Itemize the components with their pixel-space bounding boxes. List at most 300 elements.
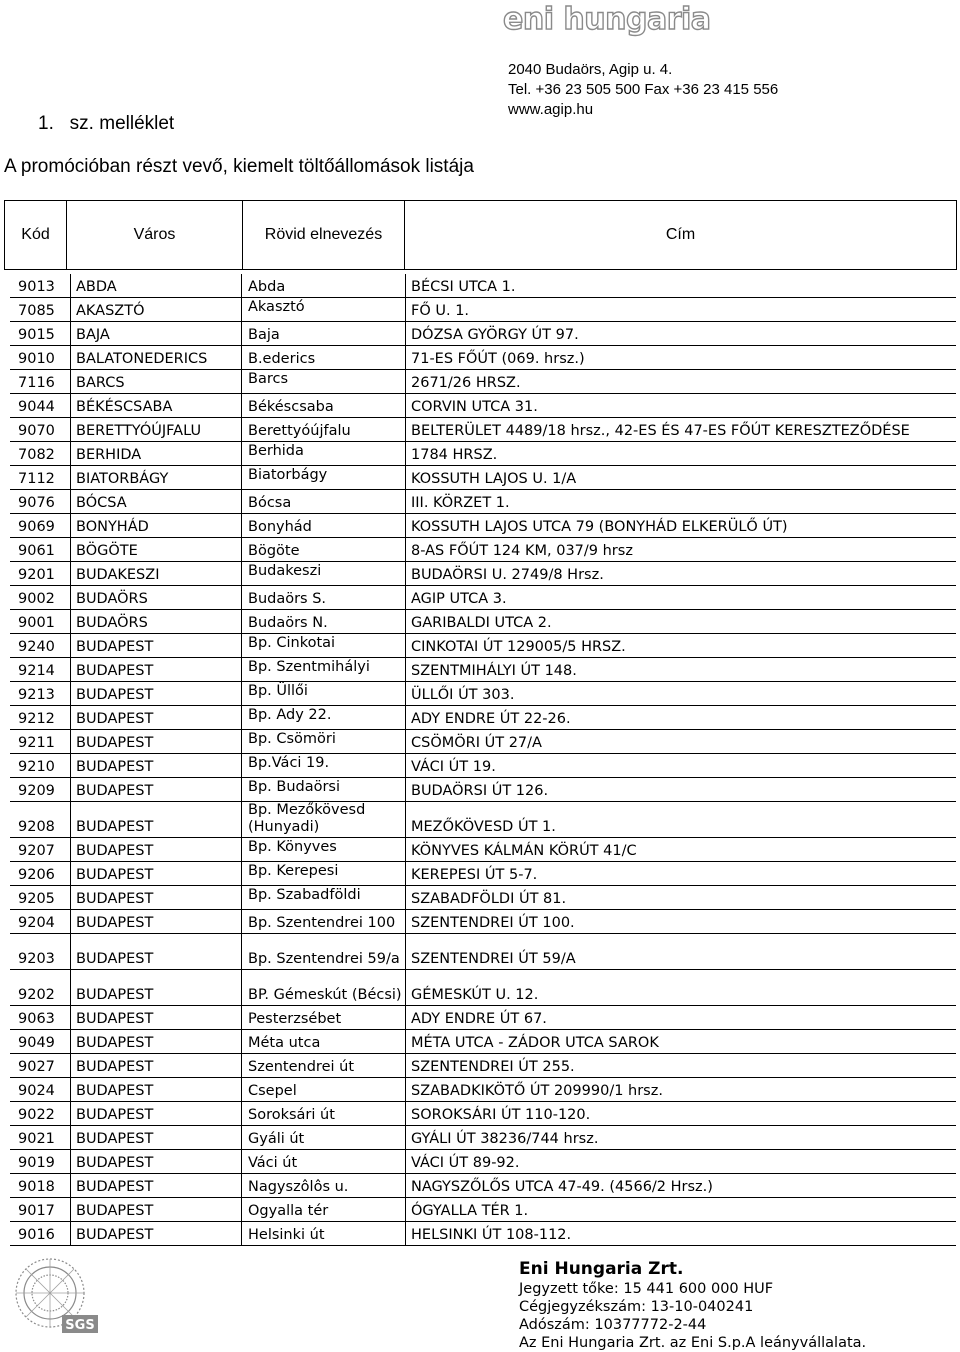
column-divider	[241, 970, 242, 1006]
website-link[interactable]: www.agip.hu	[508, 101, 594, 118]
column-divider	[241, 1126, 242, 1150]
column-divider	[70, 370, 71, 394]
column-divider	[70, 610, 71, 634]
cell-code: 9069	[18, 519, 55, 535]
table-row	[0, 322, 960, 346]
column-divider	[241, 466, 242, 490]
column-divider	[405, 682, 406, 706]
column-divider	[70, 1126, 71, 1150]
company-subsidiary-note: Az Eni Hungaria Zrt. az Eni S.p.A leányvállalata.	[519, 1335, 867, 1351]
table-row	[0, 682, 960, 706]
table-row	[0, 418, 960, 442]
column-divider	[241, 370, 242, 394]
column-divider	[405, 910, 406, 934]
column-divider	[241, 322, 242, 346]
column-divider	[405, 322, 406, 346]
cell-address: III. KÖRZET 1.	[411, 495, 510, 511]
cell-address: KOSSUTH LAJOS UTCA 79 (BONYHÁD ELKERÜLŐ ÚT)	[411, 519, 788, 535]
column-divider	[405, 1222, 406, 1246]
header-code: Kód	[5, 201, 67, 269]
cell-short-name: Barcs	[248, 371, 289, 387]
company-registry: Cégjegyzékszám: 13-10-040241	[519, 1299, 754, 1315]
cell-code: 9212	[18, 711, 55, 727]
column-divider	[70, 1078, 71, 1102]
cell-address: 71-ES FŐÚT (069. hrsz.)	[411, 351, 585, 367]
table-row	[0, 466, 960, 490]
cell-address: AGIP UTCA 3.	[411, 591, 507, 607]
column-divider	[405, 706, 406, 730]
cell-city: BUDAPEST	[76, 783, 154, 799]
cell-short-name: Helsinki út	[248, 1227, 325, 1243]
cell-address: DÓZSA GYÖRGY ÚT 97.	[411, 327, 579, 343]
cell-address: SZENTENDREI ÚT 255.	[411, 1059, 575, 1075]
table-row	[0, 658, 960, 682]
phone-fax-line: Tel. +36 23 505 500 Fax +36 23 415 556	[508, 81, 779, 98]
cell-short-name: Berettyóújfalu	[248, 423, 351, 439]
cell-address: GYÁLI ÚT 38236/744 hrsz.	[411, 1131, 599, 1147]
column-divider	[70, 658, 71, 682]
cell-short-name: Bp. Szentendrei 59/a	[248, 951, 400, 967]
column-divider	[241, 1222, 242, 1246]
cell-city: BUDAPEST	[76, 1179, 154, 1195]
cell-address: SZABADFÖLDI ÚT 81.	[411, 891, 567, 907]
column-divider	[70, 1198, 71, 1222]
table-row	[0, 1198, 960, 1222]
cell-city: BUDAPEST	[76, 1059, 154, 1075]
cell-address: GARIBALDI UTCA 2.	[411, 615, 552, 631]
cell-short-name: Baja	[248, 327, 280, 343]
column-divider	[405, 754, 406, 778]
cell-short-name: Budaörs S.	[248, 591, 327, 607]
cell-city: BUDAPEST	[76, 891, 154, 907]
column-divider	[70, 706, 71, 730]
cell-address: SOROKSÁRI ÚT 110-120.	[411, 1107, 591, 1123]
column-divider	[405, 1198, 406, 1222]
company-tax-number: Adószám: 10377772-2-44	[519, 1317, 707, 1333]
cell-code: 9016	[18, 1227, 55, 1243]
cell-code: 9209	[18, 783, 55, 799]
column-divider	[241, 394, 242, 418]
column-divider	[405, 778, 406, 802]
column-divider	[405, 634, 406, 658]
cell-city: BIATORBÁGY	[76, 471, 169, 487]
header-city: Város	[67, 201, 243, 269]
column-divider	[405, 862, 406, 886]
cell-city: BUDAPEST	[76, 1131, 154, 1147]
cell-short-name: Bp. Kerepesi	[248, 863, 339, 879]
cell-short-name: Bócsa	[248, 495, 292, 511]
cell-city: BUDAPEST	[76, 663, 154, 679]
column-divider	[70, 730, 71, 754]
column-divider	[405, 1150, 406, 1174]
cell-city: BUDAPEST	[76, 1227, 154, 1243]
column-divider	[405, 658, 406, 682]
column-divider	[241, 838, 242, 862]
column-divider	[241, 610, 242, 634]
cell-code: 9044	[18, 399, 55, 415]
table-row	[0, 1078, 960, 1102]
cell-address: SZABADKIKÖTŐ ÚT 209990/1 hrsz.	[411, 1083, 663, 1099]
company-address	[508, 60, 778, 120]
cell-address: BUDAÖRSI U. 2749/8 Hrsz.	[411, 567, 604, 583]
column-divider	[405, 466, 406, 490]
column-divider	[405, 1006, 406, 1030]
cell-short-name: Budaörs N.	[248, 615, 328, 631]
column-divider	[70, 418, 71, 442]
cell-short-name: Bp. Budaörsi	[248, 779, 341, 795]
cell-short-name: Bp. Csömöri	[248, 731, 336, 747]
cell-code: 9024	[18, 1083, 55, 1099]
cell-short-name: Abda	[248, 279, 286, 295]
cell-code: 9201	[18, 567, 55, 583]
cell-short-name: Bp. Mezőkövesd (Hunyadi)	[248, 802, 366, 835]
cell-city: BUDAPEST	[76, 1011, 154, 1027]
cell-address: KEREPESI ÚT 5-7.	[411, 867, 538, 883]
column-divider	[405, 1030, 406, 1054]
column-divider	[70, 298, 71, 322]
table-row	[0, 910, 960, 934]
cell-address: 8-AS FŐÚT 124 KM, 037/9 hrsz	[411, 543, 633, 559]
cell-code: 9010	[18, 351, 55, 367]
table-header	[4, 200, 957, 270]
cell-code: 9061	[18, 543, 55, 559]
cell-address: GÉMESKÚT U. 12.	[411, 987, 539, 1003]
column-divider	[405, 1126, 406, 1150]
cell-short-name: Akasztó	[248, 299, 305, 315]
table-row	[0, 934, 960, 970]
cell-address: SZENTMIHÁLYI ÚT 148.	[411, 663, 577, 679]
cell-code: 9019	[18, 1155, 55, 1171]
column-divider	[241, 634, 242, 658]
cell-city: BERETTYÓÚJFALU	[76, 423, 202, 439]
table-row	[0, 298, 960, 322]
column-divider	[405, 802, 406, 838]
cell-address: SZENTENDREI ÚT 100.	[411, 915, 575, 931]
cell-address: ÜLLŐI ÚT 303.	[411, 687, 515, 703]
cell-address: CSÖMÖRI ÚT 27/A	[411, 735, 542, 751]
table-row	[0, 778, 960, 802]
column-divider	[405, 562, 406, 586]
column-divider	[241, 934, 242, 970]
column-divider	[70, 322, 71, 346]
column-divider	[70, 862, 71, 886]
cell-code: 9017	[18, 1203, 55, 1219]
table-row	[0, 538, 960, 562]
company-info	[519, 1258, 866, 1352]
cell-address: KOSSUTH LAJOS U. 1/A	[411, 471, 577, 487]
column-divider	[405, 442, 406, 466]
column-divider	[70, 490, 71, 514]
column-divider	[405, 934, 406, 970]
cell-short-name: Bp. Szabadföldi	[248, 887, 361, 903]
column-divider	[405, 838, 406, 862]
column-divider	[405, 298, 406, 322]
company-logo: eni hungaria	[503, 2, 711, 37]
column-divider	[405, 610, 406, 634]
cell-city: BÖGÖTE	[76, 543, 138, 559]
cell-address: MÉTA UTCA - ZÁDOR UTCA SAROK	[411, 1035, 659, 1051]
column-divider	[241, 346, 242, 370]
cell-city: BUDAPEST	[76, 639, 154, 655]
cell-code: 9210	[18, 759, 55, 775]
cell-code: 9205	[18, 891, 55, 907]
cell-city: BUDAPEST	[76, 867, 154, 883]
column-divider	[70, 466, 71, 490]
column-divider	[241, 862, 242, 886]
column-divider	[405, 490, 406, 514]
table-row	[0, 730, 960, 754]
column-divider	[70, 514, 71, 538]
table-row	[0, 1054, 960, 1078]
cell-address: FŐ U. 1.	[411, 303, 470, 319]
column-divider	[70, 346, 71, 370]
column-divider	[241, 490, 242, 514]
table-row	[0, 1102, 960, 1126]
cell-city: BUDAPEST	[76, 759, 154, 775]
column-divider	[241, 658, 242, 682]
cell-short-name: Bp. Ady 22.	[248, 707, 332, 723]
column-divider	[241, 754, 242, 778]
column-divider	[241, 1150, 242, 1174]
column-divider	[70, 886, 71, 910]
column-divider	[70, 1030, 71, 1054]
table-row	[0, 1126, 960, 1150]
column-divider	[405, 538, 406, 562]
cell-code: 9018	[18, 1179, 55, 1195]
column-divider	[241, 706, 242, 730]
cell-short-name: Bonyhád	[248, 519, 312, 535]
table-row	[0, 1030, 960, 1054]
cell-code: 9070	[18, 423, 55, 439]
column-divider	[241, 1174, 242, 1198]
column-divider	[405, 1054, 406, 1078]
cell-short-name: Biatorbágy	[248, 467, 328, 483]
cell-code: 7112	[18, 471, 55, 487]
cell-city: BUDAPEST	[76, 1083, 154, 1099]
cell-address: ÓGYALLA TÉR 1.	[411, 1203, 529, 1219]
cell-city: AKASZTÓ	[76, 303, 145, 319]
cell-city: BUDAPEST	[76, 711, 154, 727]
cell-city: BUDAPEST	[76, 987, 154, 1003]
table-row	[0, 442, 960, 466]
cell-city: ABDA	[76, 279, 117, 295]
column-divider	[405, 1102, 406, 1126]
cell-short-name: Csepel	[248, 1083, 297, 1099]
company-capital: Jegyzett tőke: 15 441 600 000 HUF	[519, 1281, 774, 1297]
column-divider	[241, 586, 242, 610]
column-divider	[405, 514, 406, 538]
column-divider	[241, 730, 242, 754]
cell-short-name: Méta utca	[248, 1035, 321, 1051]
cell-city: BUDAÖRS	[76, 591, 148, 607]
cell-address: ADY ENDRE ÚT 22-26.	[411, 711, 571, 727]
table-row	[0, 586, 960, 610]
document-title: A promócióban részt vevő, kiemelt töltőállomások listája	[4, 156, 474, 177]
table-row	[0, 394, 960, 418]
table-row	[0, 706, 960, 730]
column-divider	[70, 1174, 71, 1198]
cell-city: BALATONEDERICS	[76, 351, 208, 367]
cell-short-name: Soroksári út	[248, 1107, 335, 1123]
column-divider	[405, 970, 406, 1006]
cell-short-name: Bp. Szentmihályi	[248, 659, 370, 675]
column-divider	[70, 274, 71, 298]
cell-address: CORVIN UTCA 31.	[411, 399, 538, 415]
column-divider	[241, 910, 242, 934]
cell-city: BUDAPEST	[76, 1035, 154, 1051]
column-divider	[241, 538, 242, 562]
column-divider	[70, 634, 71, 658]
station-table	[0, 274, 960, 1246]
cell-code: 7116	[18, 375, 55, 391]
cell-city: BÉKÉSCSABA	[76, 399, 173, 415]
column-divider	[241, 1078, 242, 1102]
column-divider	[405, 886, 406, 910]
cell-code: 9002	[18, 591, 55, 607]
cell-short-name: Bp. Könyves	[248, 839, 337, 855]
cell-city: BAJA	[76, 327, 110, 343]
cell-address: ADY ENDRE ÚT 67.	[411, 1011, 547, 1027]
cell-address: BUDAÖRSI ÚT 126.	[411, 783, 549, 799]
cell-short-name: Bp.Váci 19.	[248, 755, 330, 771]
table-row	[0, 754, 960, 778]
cell-address: SZENTENDREI ÚT 59/A	[411, 951, 576, 967]
column-divider	[70, 442, 71, 466]
column-divider	[70, 970, 71, 1006]
column-divider	[70, 1006, 71, 1030]
table-row	[0, 514, 960, 538]
cell-code: 9022	[18, 1107, 55, 1123]
cell-short-name: B.ederics	[248, 351, 316, 367]
cell-code: 9211	[18, 735, 55, 751]
cell-code: 9027	[18, 1059, 55, 1075]
cell-address: KÖNYVES KÁLMÁN KÖRÚT 41/C	[411, 843, 637, 859]
cell-code: 9013	[18, 279, 55, 295]
table-row	[0, 490, 960, 514]
cell-address: MEZŐKÖVESD ÚT 1.	[411, 819, 556, 835]
table-row	[0, 802, 960, 838]
column-divider	[70, 838, 71, 862]
cell-short-name: BP. Gémeskút (Bécsi)	[248, 987, 402, 1003]
cell-address: HELSINKI ÚT 108-112.	[411, 1227, 572, 1243]
cell-city: BUDAKESZI	[76, 567, 160, 583]
cell-short-name: Váci út	[248, 1155, 298, 1171]
table-row	[0, 610, 960, 634]
cell-address: BELTERÜLET 4489/18 hrsz., 42-ES ÉS 47-ES FŐÚT KERESZTEZŐDÉSE	[411, 423, 910, 439]
cell-short-name: Bp. Cinkotai	[248, 635, 336, 651]
cell-address: BÉCSI UTCA 1.	[411, 279, 516, 295]
column-divider	[70, 1150, 71, 1174]
cell-address: NAGYSZŐLŐS UTCA 47-49. (4566/2 Hrsz.)	[411, 1179, 713, 1195]
column-divider	[70, 586, 71, 610]
column-divider	[70, 934, 71, 970]
cell-code: 9204	[18, 915, 55, 931]
column-divider	[70, 910, 71, 934]
cell-code: 9207	[18, 843, 55, 859]
row-divider	[10, 1245, 956, 1246]
header-short-name: Rövid elnevezés	[243, 201, 405, 269]
cell-short-name: Békéscsaba	[248, 399, 334, 415]
cell-short-name: Gyáli út	[248, 1131, 305, 1147]
table-row	[0, 970, 960, 1006]
cell-city: BUDAPEST	[76, 1107, 154, 1123]
cell-code: 9021	[18, 1131, 55, 1147]
table-row	[0, 838, 960, 862]
cell-city: BÓCSA	[76, 495, 127, 511]
column-divider	[70, 778, 71, 802]
column-divider	[70, 538, 71, 562]
cell-code: 9208	[18, 819, 55, 835]
cell-code: 9240	[18, 639, 55, 655]
column-divider	[405, 730, 406, 754]
column-divider	[241, 514, 242, 538]
cell-city: BUDAPEST	[76, 951, 154, 967]
address-line: 2040 Budaörs, Agip u. 4.	[508, 61, 673, 78]
column-divider	[241, 778, 242, 802]
column-divider	[70, 802, 71, 838]
column-divider	[241, 1006, 242, 1030]
table-row	[0, 346, 960, 370]
column-divider	[241, 418, 242, 442]
column-divider	[405, 346, 406, 370]
table-row	[0, 1174, 960, 1198]
cell-code: 9063	[18, 1011, 55, 1027]
cell-city: BUDAPEST	[76, 687, 154, 703]
cell-code: 9015	[18, 327, 55, 343]
column-divider	[241, 562, 242, 586]
column-divider	[70, 682, 71, 706]
column-divider	[241, 802, 242, 838]
sgs-certification-seal-icon	[10, 1255, 100, 1337]
column-divider	[70, 562, 71, 586]
cell-code: 7082	[18, 447, 55, 463]
column-divider	[405, 1174, 406, 1198]
table-row	[0, 634, 960, 658]
cell-city: BUDAPEST	[76, 819, 154, 835]
table-row	[0, 1150, 960, 1174]
cell-code: 9214	[18, 663, 55, 679]
column-divider	[241, 1054, 242, 1078]
column-divider	[70, 1102, 71, 1126]
cell-city: BARCS	[76, 375, 125, 391]
cell-city: BUDAPEST	[76, 1155, 154, 1171]
column-divider	[405, 274, 406, 298]
column-divider	[405, 418, 406, 442]
cell-code: 9202	[18, 987, 55, 1003]
annex-label: 1. sz. melléklet	[38, 113, 175, 134]
header-address: Cím	[665, 226, 696, 243]
table-row	[0, 1006, 960, 1030]
cell-city: BUDAPEST	[76, 735, 154, 751]
cell-short-name: Bp. Üllői	[248, 683, 308, 699]
seal-label: SGS	[65, 1318, 95, 1333]
cell-city: BERHIDA	[76, 447, 142, 463]
column-divider	[405, 370, 406, 394]
table-row	[0, 562, 960, 586]
column-divider	[405, 586, 406, 610]
cell-city: BUDAPEST	[76, 843, 154, 859]
column-divider	[241, 886, 242, 910]
cell-short-name: Szentendrei út	[248, 1059, 355, 1075]
column-divider	[241, 1102, 242, 1126]
cell-short-name: Bögöte	[248, 543, 300, 559]
cell-code: 9213	[18, 687, 55, 703]
column-divider	[241, 1198, 242, 1222]
cell-address: 1784 HRSZ.	[411, 447, 498, 463]
cell-code: 7085	[18, 303, 55, 319]
table-row	[0, 274, 960, 298]
cell-short-name: Budakeszi	[248, 563, 322, 579]
